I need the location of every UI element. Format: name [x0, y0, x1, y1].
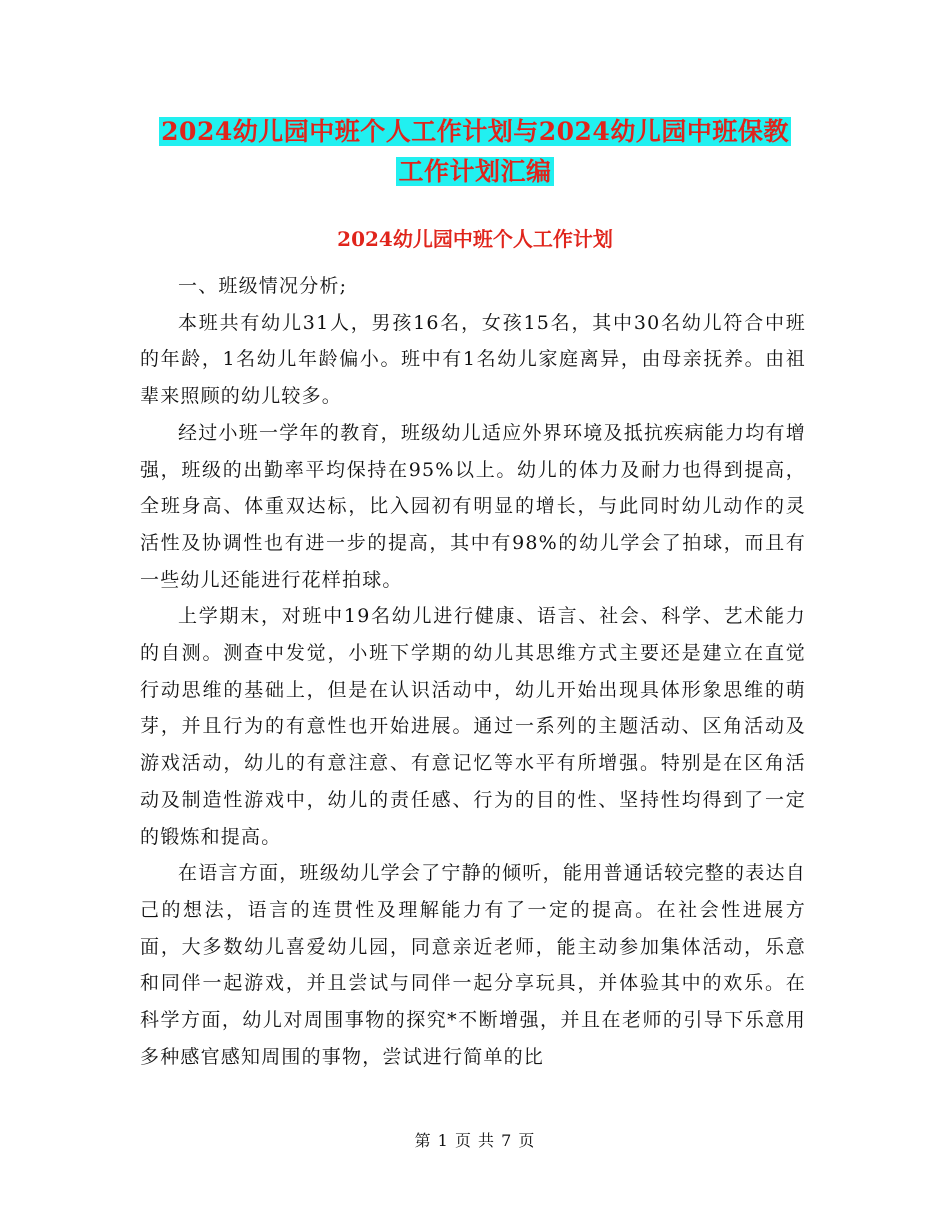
title-line-2: 工作计划汇编: [398, 157, 552, 186]
page-number: 第 1 页 共 7 页: [414, 1131, 536, 1150]
document-body: [140, 268, 806, 1075]
document-title: [140, 112, 810, 192]
paragraph-heading: 一、班级情况分析;: [178, 275, 348, 297]
section-title: 2024幼儿园中班个人工作计划: [337, 227, 613, 251]
title-line-1: 2024幼儿园中班个人工作计划与2024幼儿园中班保教: [161, 117, 789, 146]
paragraph: 经过小班一学年的教育，班级幼儿适应外界环境及抵抗疾病能力均有增强，班级的出勤率平均保持在95%以上。幼儿的体力及耐力也得到提高，全班身高、体重双达标，比入园初有明显的增长，与此同时幼儿动作的灵活性及协调性也有进一步的提高，其中有98%的幼儿学会了拍球，而且有一些幼儿还能进行花样拍球。: [140, 421, 806, 591]
paragraph: 在语言方面，班级幼儿学会了宁静的倾听，能用普通话较完整的表达自己的想法，语言的连贯性及理解能力有了一定的提高。在社会性进展方面，大多数幼儿喜爱幼儿园，同意亲近老师，能主动参加集体活动，乐意和同伴一起游戏，并且尝试与同伴一起分享玩具，并体验其中的欢乐。在科学方面，幼儿对周围事物的探究*不断增强，并且在老师的引导下乐意用多种感官感知周围的事物，尝试进行简单的比: [140, 862, 806, 1068]
paragraph: 本班共有幼儿31人，男孩16名，女孩15名，其中30名幼儿符合中班的年龄，1名幼儿年龄偏小。班中有1名幼儿家庭离异，由母亲抚养。由祖辈来照顾的幼儿较多。: [140, 311, 806, 408]
paragraph: 上学期末，对班中19名幼儿进行健康、语言、社会、科学、艺术能力的自测。测查中发觉，小班下学期的幼儿其思维方式主要还是建立在直觉行动思维的基础上，但是在认识活动中，幼儿开始出现具体形象思维的萌芽，并且行为的有意性也开始进展。通过一系列的主题活动、区角活动及游戏活动，幼儿的有意注意、有意记忆等水平有所增强。特别是在区角活动及制造性游戏中，幼儿的责任感、行为的目的性、坚持性均得到了一定的锻炼和提高。: [140, 605, 806, 848]
